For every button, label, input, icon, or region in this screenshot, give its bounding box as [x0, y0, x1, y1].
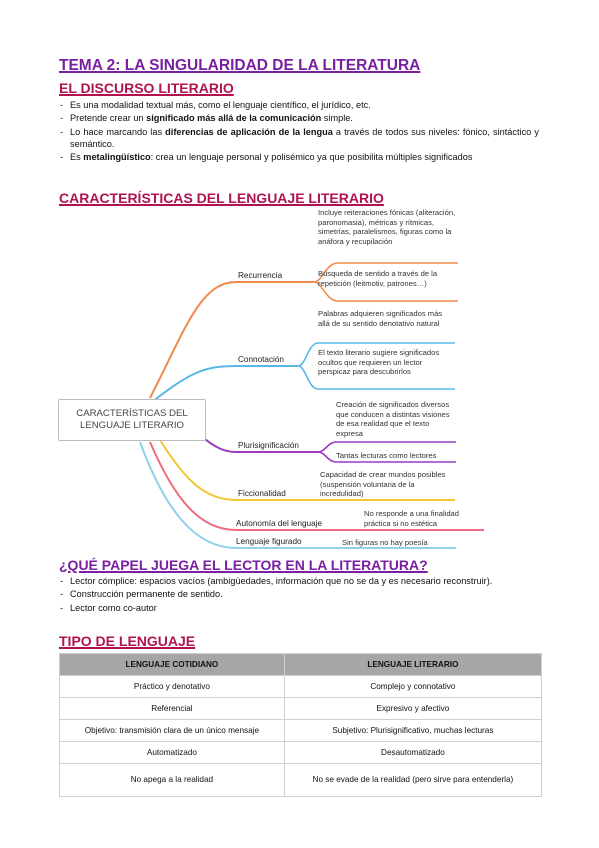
list-item: - Es metalingüístico: crea un lenguaje personal y polisémico ya que posibilita múltiples significados — [59, 151, 539, 163]
list-item: - Lector cómplice: espacios vacíos (ambigüedades, información que no se da y es necesario reconstruir). — [59, 575, 539, 587]
table-cell: Complejo y connotativo — [284, 676, 541, 698]
detail-recurrencia-1: Incluye reiteraciones fónicas (aliteración, paronomasia), métricas y rítmicas, simetrías, paralelismos, figuras como la anáfora y recupilación — [318, 208, 456, 246]
section-heading-caracteristicas: CARACTERÍSTICAS DEL LENGUAJE LITERARIO — [59, 190, 384, 206]
branch-connotacion: Connotación — [238, 355, 284, 364]
detail-connotacion-2: El texto literario sugiere significados ocultos que requieren un lector perspicaz para descubrirlos — [318, 348, 440, 377]
table-cell: No se evade de la realidad (pero sirve para entenderla) — [284, 764, 541, 797]
lenguaje-table — [59, 653, 542, 797]
table-row — [60, 698, 542, 720]
table-cell: Desautomatizado — [284, 742, 541, 764]
detail-recurrencia-2: Búsqueda de sentido a través de la repetición (leitmotiv, patrones…) — [318, 269, 438, 288]
papel-list — [59, 575, 539, 615]
branch-ficcionalidad: Ficcionalidad — [238, 489, 286, 498]
table-cell: Automatizado — [60, 742, 285, 764]
table-header-row — [60, 654, 542, 676]
table-cell: Expresivo y afectivo — [284, 698, 541, 720]
list-item: - Lo hace marcando las diferencias de aplicación de la lengua a través de todos sus niveles: fónico, sintáctico y semántico. — [59, 126, 539, 150]
detail-ficcionalidad-1: Capacidad de crear mundos posibles (suspensión voluntaria de la incredulidad) — [320, 470, 446, 499]
table-row — [60, 720, 542, 742]
list-item: - Lector como co-autor — [59, 602, 539, 614]
section-heading-tipo: TIPO DE LENGUAJE — [59, 633, 196, 649]
table-cell: Referencial — [60, 698, 285, 720]
list-item: - Es una modalidad textual más, como el lenguaje científico, el jurídico, etc. — [59, 99, 539, 111]
branch-plurisignificacion: Plurisignificación — [238, 441, 299, 450]
connector-connotacion — [152, 366, 298, 402]
section-heading-papel: ¿QUÉ PAPEL JUEGA EL LECTOR EN LA LITERATURA? — [59, 557, 428, 573]
connector-recurrencia — [150, 282, 314, 398]
branch-recurrencia: Recurrencia — [238, 271, 283, 280]
section-heading-discurso: EL DISCURSO LITERARIO — [59, 80, 234, 96]
detail-autonomia-1: No responde a una finalidad práctica si no estética — [364, 509, 459, 528]
detail-figurado-1: Sin figuras no hay poesía — [342, 538, 428, 547]
detail-plurisignificacion-1: Creación de significados diversos que conducen a distintas visiones de esa realidad que el texto expresa — [336, 400, 450, 438]
table-cell: No apega a la realidad — [60, 764, 285, 797]
table-header: LENGUAJE LITERARIO — [284, 654, 541, 676]
mindmap-root: CARACTERÍSTICAS DEL LENGUAJE LITERARIO — [58, 399, 206, 441]
table-cell: Práctico y denotativo — [60, 676, 285, 698]
list-item: - Construcción permanente de sentido. — [59, 588, 539, 600]
detail-plurisignificacion-2: Tantas lecturas como lectores — [336, 451, 437, 460]
table-header: LENGUAJE COTIDIANO — [60, 654, 285, 676]
table-row — [60, 764, 542, 797]
table-row — [60, 742, 542, 764]
list-item: - Pretende crear un significado más allá de la comunicación simple. — [59, 112, 539, 124]
page-title: TEMA 2: LA SINGULARIDAD DE LA LITERATURA — [59, 57, 421, 74]
detail-connotacion-1: Palabras adquieren significados más allá de su sentido denotativo natural — [318, 309, 443, 328]
branch-autonomia: Autonomía del lenguaje — [236, 519, 323, 528]
table-cell: Subjetivo: Plurisignificativo, muchas lecturas — [284, 720, 541, 742]
table-cell: Objetivo: transmisión clara de un único mensaje — [60, 720, 285, 742]
branch-figurado: Lenguaje figurado — [236, 537, 302, 546]
table-row — [60, 676, 542, 698]
